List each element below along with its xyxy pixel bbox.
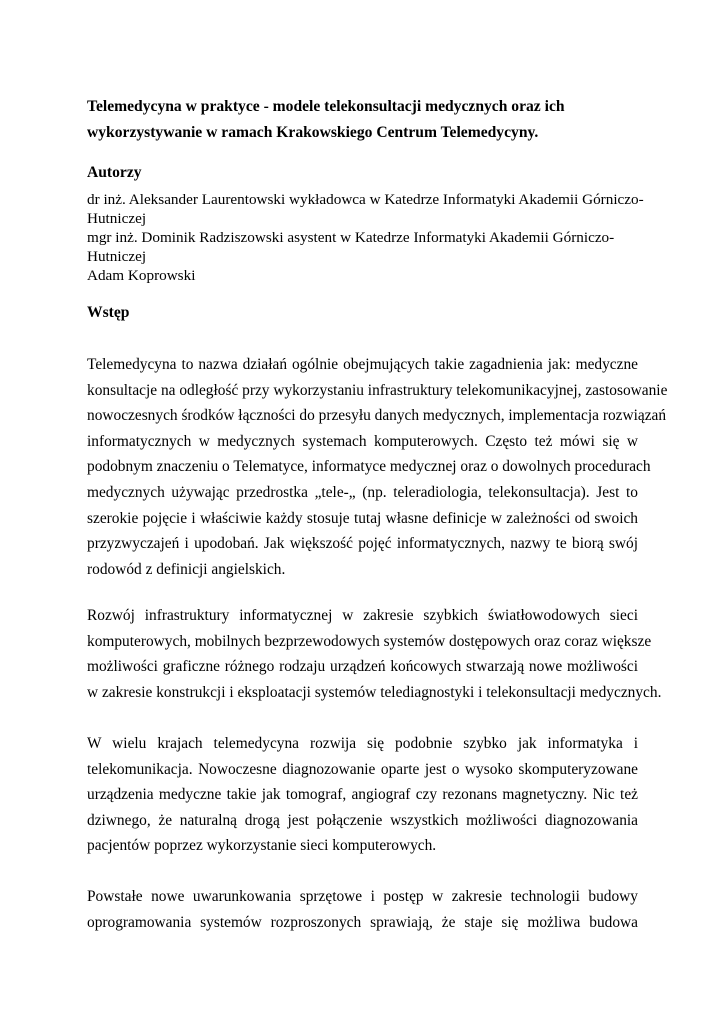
paragraph-line: szerokie pojęcie i właściwie każdy stosuje tutaj własne definicje w zależności od swoich xyxy=(87,509,638,527)
paragraph-line: możliwości graficzne różnego rodzaju urządzeń końcowych stwarzają nowe możliwości xyxy=(87,658,638,676)
paragraph-line: nowoczesnych środków łączności do przesyłu danych medycznych, implementacja rozwiązań xyxy=(87,407,667,425)
paragraph-line: przyzwyczajeń i upodobań. Jak większość pojęć informatycznych, nazwy te biorą swój xyxy=(87,535,638,553)
paragraph-line: oprogramowania systemów rozproszonych sprawiają, że staje się możliwa budowa xyxy=(87,913,638,931)
paragraph-line: w zakresie konstrukcji i eksploatacji systemów telediagnostyki i telekonsultacji medycznych. xyxy=(87,683,662,701)
paragraph-line: Rozwój infrastruktury informatycznej w zakresie szybkich światłowodowych sieci xyxy=(87,607,638,624)
paragraph-line: informatycznych w medycznych systemach komputerowych. Często też mówi się w xyxy=(87,432,638,450)
paragraph-line: komputerowych, mobilnych bezprzewodowych systemów dostępowych oraz coraz większe xyxy=(87,632,652,650)
paragraph-line: Powstałe nowe uwarunkowania sprzętowe i postęp w zakresie technologii budowy xyxy=(87,888,638,905)
paragraph-line: Telemedycyna to nazwa działań ogólnie obejmujących takie zagadnienia jak: medyczne xyxy=(87,356,638,373)
paragraph-line: urządzenia medyczne takie jak tomograf, angiograf czy rezonans magnetyczny. Nic też xyxy=(87,786,638,804)
authors-heading: Autorzy xyxy=(87,164,142,181)
paragraph-3 xyxy=(87,731,638,859)
paragraph-line: rodowód z definicji angielskich. xyxy=(87,560,286,578)
authors-list xyxy=(87,190,644,285)
document-title xyxy=(87,94,647,146)
paragraph-line: telekomunikacja. Nowoczesne diagnozowanie oparte jest o wysoko skomputeryzowane xyxy=(87,760,638,778)
paragraph-line: medycznych używając przedrostka „tele-„ (np. teleradiologia, telekonsultacja). Jest to xyxy=(87,483,638,501)
paragraph-line: pacjentów poprzez wykorzystanie sieci komputerowych. xyxy=(87,837,437,855)
paragraph-line: W wielu krajach telemedycyna rozwija się podobnie szybko jak informatyka i xyxy=(87,735,638,752)
author-line: Hutniczej xyxy=(87,248,147,265)
paragraph-line: dziwnego, że naturalną drogą jest połączenie wszystkich możliwości diagnozowania xyxy=(87,811,638,829)
title-line: Telemedycyna w praktyce - modele telekonsultacji medycznych oraz ich xyxy=(87,98,565,115)
title-line: wykorzystywanie w ramach Krakowskiego Centrum Telemedycyny. xyxy=(87,124,539,141)
author-line: dr inż. Aleksander Laurentowski wykładowca w Katedrze Informatyki Akademii Górniczo- xyxy=(87,191,644,208)
author-line: mgr inż. Dominik Radziszowski asystent w Katedrze Informatyki Akademii Górniczo- xyxy=(87,229,615,246)
section-heading: Wstęp xyxy=(87,304,130,321)
paragraph-line: podobnym znaczeniu o Telematyce, informatyce medycznej oraz o dowolnych procedurach xyxy=(87,458,651,476)
author-line: Adam Koprowski xyxy=(87,267,196,284)
paragraph-4 xyxy=(87,884,638,935)
paragraph-1 xyxy=(87,352,668,582)
paragraph-2 xyxy=(87,603,662,705)
author-line: Hutniczej xyxy=(87,210,147,227)
paragraph-line: konsultacje na odległość przy wykorzystaniu infrastruktury telekomunikacyjnej, zastosowanie xyxy=(87,381,668,399)
